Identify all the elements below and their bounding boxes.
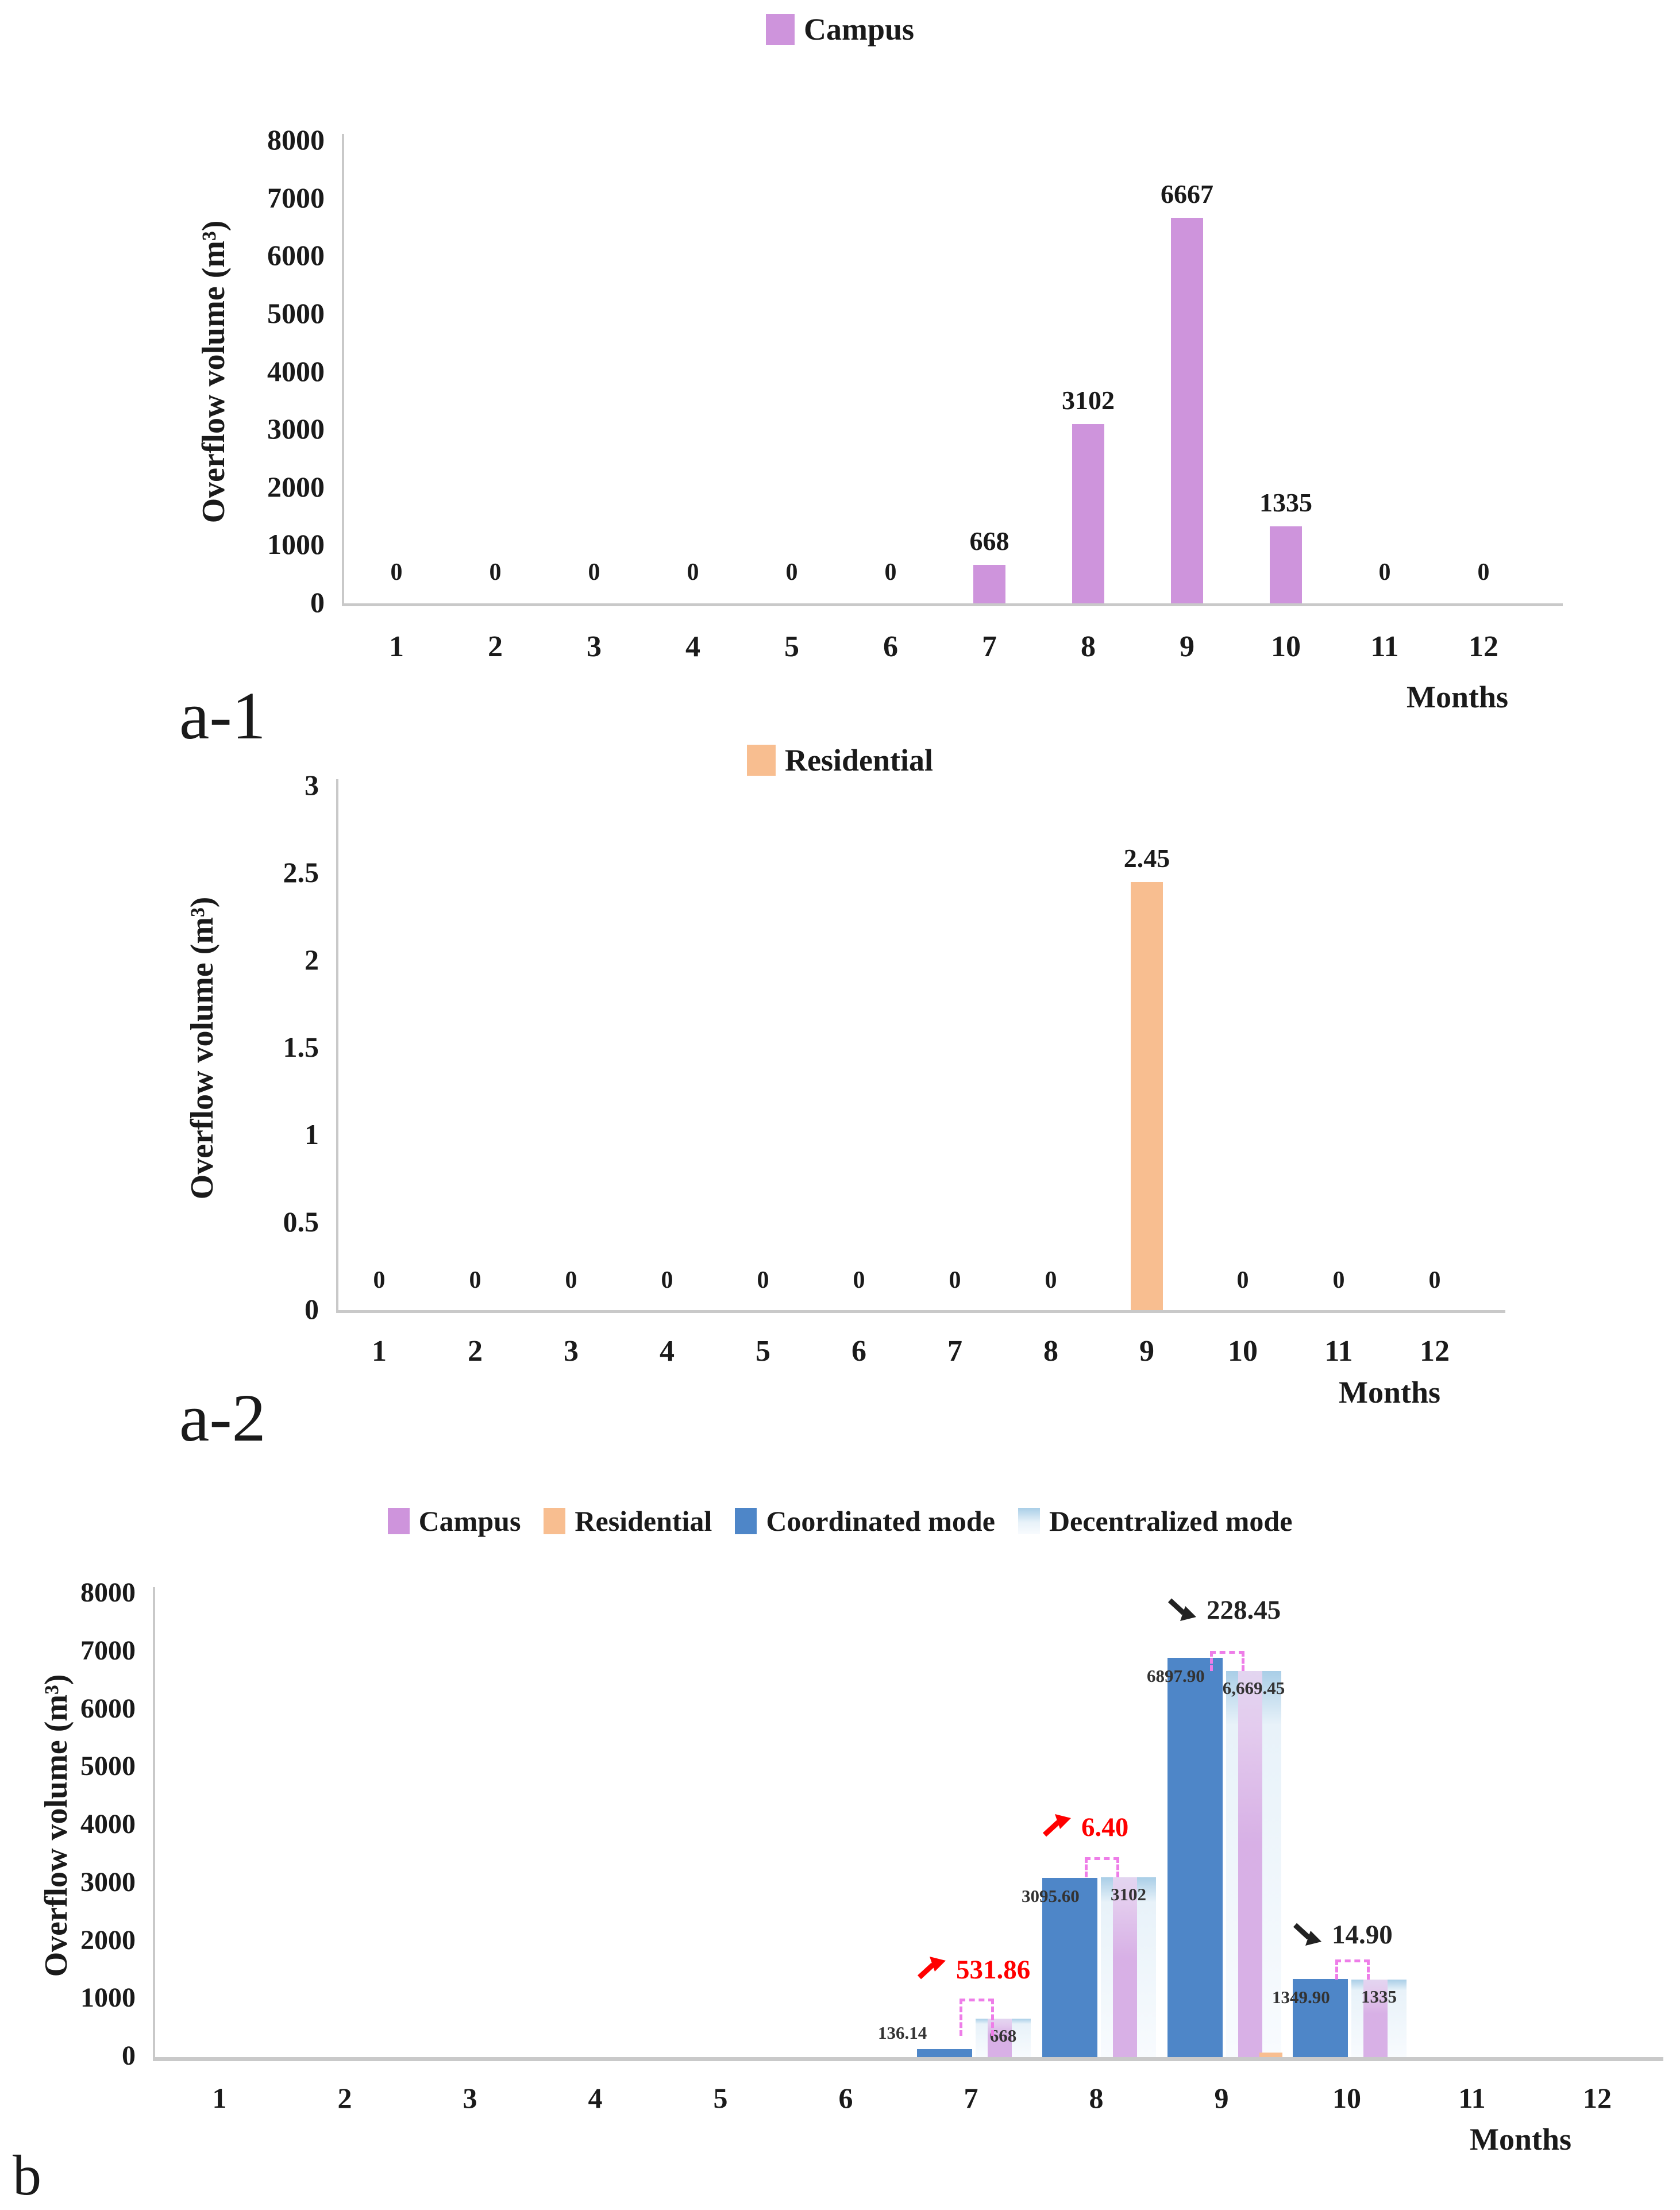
- difference-annotation-month-10: 14.90: [1332, 1920, 1393, 1950]
- month-tick-label: 9: [1180, 630, 1195, 663]
- y-tick-label: 8000: [267, 124, 325, 156]
- bar-campus-month-10: [1270, 526, 1302, 603]
- legend-item-coordinated-mode: [735, 1504, 995, 1538]
- y-tick-label: 0: [122, 2040, 136, 2071]
- legend-item-residential: [747, 742, 933, 778]
- month-tick-label: 1: [212, 2082, 227, 2114]
- y-axis-line: [153, 1587, 155, 2057]
- month-tick-label: 2: [488, 630, 503, 663]
- month-tick-label: 12: [1583, 2082, 1612, 2114]
- y-tick-label: 2000: [80, 1925, 136, 1955]
- month-tick-label: 12: [1420, 1335, 1450, 1368]
- y-axis-line: [336, 779, 338, 1310]
- zero-label-month-1: 0: [390, 559, 403, 586]
- month-tick-label: 3: [587, 630, 602, 663]
- zero-label-month-6: 0: [884, 559, 897, 586]
- month-tick-label: 2: [337, 2082, 352, 2114]
- y-tick-label: 1: [305, 1118, 319, 1150]
- decentralized-value-label-month-9: 6,669.45: [1222, 1678, 1285, 1698]
- decentralized-value-label-month-8: 3102: [1111, 1884, 1146, 1904]
- zero-label-month-12: 0: [1477, 559, 1490, 586]
- legend-label: Campus: [803, 12, 915, 47]
- bar-decentralized-month-10: [1351, 1980, 1407, 2057]
- zero-label-month-11: 0: [1378, 559, 1391, 586]
- legend-b: [0, 1504, 1680, 1538]
- y-tick-label: 1.5: [283, 1031, 319, 1063]
- difference-bracket-month-10: [1335, 1959, 1370, 1980]
- zero-label-month-1: 0: [373, 1267, 386, 1293]
- difference-annotation-month-8: 6.40: [1081, 1812, 1129, 1842]
- coordinated-value-label-month-8: 3095.60: [1022, 1886, 1080, 1906]
- month-tick-label: 5: [784, 630, 799, 663]
- bar-campus-month-9: [1238, 1671, 1262, 2057]
- arrow-down-icon: [1292, 1920, 1324, 1947]
- month-tick-label: 3: [463, 2082, 477, 2114]
- y-tick-label: 0: [310, 586, 325, 618]
- y-tick-label: 7000: [80, 1635, 136, 1666]
- y-tick-label: 6000: [267, 239, 325, 271]
- x-axis-line: [342, 603, 1563, 606]
- arrow-up-icon: [916, 1955, 948, 1982]
- zero-label-month-11: 0: [1332, 1267, 1345, 1293]
- zero-label-month-12: 0: [1428, 1267, 1441, 1293]
- bar-residential-month-9: [1259, 2053, 1282, 2057]
- coordinated-mode-swatch-icon: [735, 1508, 757, 1534]
- y-tick-label: 4000: [267, 355, 325, 387]
- month-tick-label: 9: [1139, 1335, 1154, 1368]
- legend-label: Decentralized mode: [1049, 1505, 1293, 1537]
- zero-label-month-3: 0: [565, 1267, 577, 1293]
- value-label-month-7: 668: [969, 526, 1009, 556]
- decentralized-value-label-month-7: 668: [989, 2026, 1017, 2046]
- month-tick-label: 9: [1214, 2082, 1229, 2114]
- x-axis-title-a1: Months: [1407, 680, 1509, 714]
- zero-label-month-2: 0: [489, 559, 502, 586]
- y-tick-label: 3000: [80, 1867, 136, 1897]
- month-tick-label: 1: [389, 630, 404, 663]
- y-tick-label: 5000: [80, 1751, 136, 1781]
- month-tick-label: 1: [372, 1335, 387, 1368]
- zero-label-month-10: 0: [1236, 1267, 1249, 1293]
- zero-label-month-4: 0: [687, 559, 699, 586]
- panel-label-b: b: [13, 2143, 41, 2207]
- month-tick-label: 4: [685, 630, 700, 663]
- month-tick-label: 5: [756, 1335, 770, 1368]
- residential-swatch-icon: [747, 745, 776, 776]
- x-axis-line: [153, 2057, 1663, 2061]
- difference-annotation-month-7: 531.86: [956, 1955, 1031, 1985]
- y-tick-label: 0.5: [283, 1206, 319, 1238]
- month-tick-label: 7: [964, 2082, 978, 2114]
- difference-annotation-month-9: 228.45: [1207, 1595, 1281, 1625]
- legend-label: Residential: [575, 1505, 712, 1537]
- month-tick-label: 3: [564, 1335, 579, 1368]
- arrow-up-icon: [1041, 1813, 1073, 1839]
- month-tick-label: 8: [1089, 2082, 1104, 2114]
- arrow-down-icon: [1166, 1596, 1199, 1622]
- x-axis-title-b: Months: [1470, 2122, 1572, 2157]
- legend-label: Residential: [784, 743, 933, 777]
- y-tick-label: 6000: [80, 1693, 136, 1724]
- bar-campus-month-8: [1072, 424, 1104, 603]
- month-tick-label: 6: [883, 630, 898, 663]
- coordinated-value-label-month-9: 6897.90: [1147, 1666, 1205, 1686]
- residential-swatch-icon: [544, 1508, 565, 1534]
- decentralized-mode-swatch-icon: [1018, 1508, 1040, 1534]
- value-label-month-8: 3102: [1062, 386, 1115, 415]
- legend-item-campus: [388, 1504, 521, 1538]
- zero-label-month-2: 0: [469, 1267, 481, 1293]
- y-axis-line: [342, 134, 344, 603]
- y-tick-label: 7000: [267, 182, 325, 214]
- month-tick-label: 6: [838, 2082, 853, 2114]
- y-axis-title-b: Overflow volume (m³): [38, 1674, 74, 1977]
- difference-bracket-month-8: [1085, 1857, 1119, 1877]
- month-tick-label: 10: [1228, 1335, 1258, 1368]
- y-axis-title-a1: Overflow volume (m³): [196, 220, 232, 523]
- zero-label-month-4: 0: [661, 1267, 673, 1293]
- month-tick-label: 11: [1324, 1335, 1353, 1368]
- y-tick-label: 0: [305, 1293, 319, 1325]
- bar-residential-month-9: [1131, 882, 1163, 1310]
- month-tick-label: 7: [947, 1335, 962, 1368]
- zero-label-month-3: 0: [588, 559, 600, 586]
- month-tick-label: 2: [468, 1335, 483, 1368]
- value-label-month-10: 1335: [1259, 488, 1312, 517]
- legend-item-decentralized-mode: [1018, 1504, 1292, 1538]
- y-tick-label: 2000: [267, 471, 325, 503]
- x-axis-line: [336, 1310, 1505, 1313]
- y-tick-label: 5000: [267, 297, 325, 329]
- y-axis-title-a2: Overflow volume (m³): [184, 896, 220, 1200]
- month-tick-label: 11: [1370, 630, 1399, 663]
- month-tick-label: 11: [1458, 2082, 1486, 2114]
- coordinated-value-label-month-7: 136.14: [878, 2023, 927, 2043]
- bar-campus-month-9: [1171, 218, 1203, 603]
- y-tick-label: 8000: [80, 1577, 136, 1608]
- month-tick-label: 12: [1469, 630, 1498, 663]
- x-axis-title-a2: Months: [1339, 1375, 1441, 1410]
- difference-bracket-month-9: [1210, 1651, 1244, 1671]
- y-tick-label: 3000: [267, 413, 325, 445]
- panel-label-a1: a-1: [179, 678, 266, 753]
- month-tick-label: 7: [982, 630, 997, 663]
- month-tick-label: 8: [1081, 630, 1096, 663]
- panel-label-a2: a-2: [179, 1380, 266, 1456]
- month-tick-label: 6: [851, 1335, 866, 1368]
- y-tick-label: 4000: [80, 1809, 136, 1839]
- y-tick-label: 2: [305, 944, 319, 976]
- y-tick-label: 2.5: [283, 856, 319, 888]
- y-tick-label: 3: [305, 769, 319, 801]
- y-tick-label: 1000: [267, 528, 325, 560]
- bar-coordinated-month-7: [917, 2049, 972, 2057]
- bar-campus-month-7: [973, 565, 1005, 603]
- legend-item-campus: [766, 11, 914, 47]
- zero-label-month-7: 0: [949, 1267, 961, 1293]
- zero-label-month-8: 0: [1045, 1267, 1057, 1293]
- month-tick-label: 5: [713, 2082, 728, 2114]
- bar-decentralized-month-8: [1101, 1877, 1156, 2057]
- value-label-month-9: 6667: [1161, 179, 1213, 209]
- month-tick-label: 10: [1271, 630, 1301, 663]
- campus-swatch-icon: [766, 14, 795, 45]
- coordinated-value-label-month-10: 1349.90: [1272, 1987, 1330, 2007]
- zero-label-month-5: 0: [785, 559, 798, 586]
- month-tick-label: 4: [660, 1335, 675, 1368]
- month-tick-label: 8: [1043, 1335, 1058, 1368]
- month-tick-label: 4: [588, 2082, 603, 2114]
- legend-a1: [0, 11, 1680, 47]
- zero-label-month-6: 0: [853, 1267, 865, 1293]
- month-tick-label: 10: [1332, 2082, 1361, 2114]
- difference-bracket-month-7: [960, 1999, 994, 2036]
- campus-swatch-icon: [388, 1508, 410, 1534]
- decentralized-value-label-month-10: 1335: [1361, 1986, 1397, 2007]
- legend-item-residential: [544, 1504, 712, 1538]
- y-tick-label: 1000: [80, 1982, 136, 2013]
- value-label-month-9: 2.45: [1123, 844, 1170, 873]
- zero-label-month-5: 0: [757, 1267, 769, 1293]
- bar-coordinated-month-9: [1167, 1658, 1223, 2057]
- legend-label: Coordinated mode: [766, 1505, 995, 1537]
- legend-label: Campus: [418, 1505, 521, 1537]
